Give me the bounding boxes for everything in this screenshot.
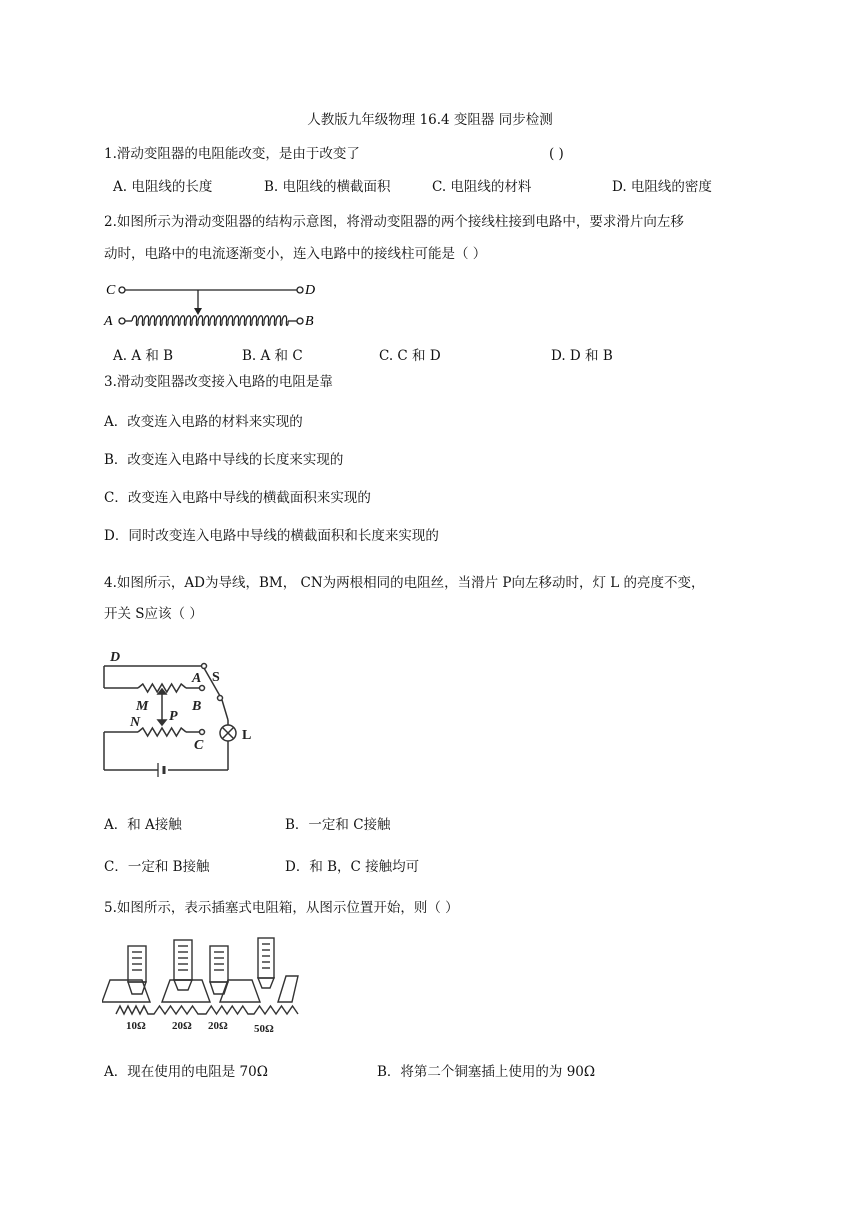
q2-stem-line1: 2.如图所示为滑动变阻器的结构示意图，将滑动变阻器的两个接线柱接到电路中，要求滑片向左移 xyxy=(104,214,684,230)
label-m: M xyxy=(136,699,149,714)
terminal-b-label: B xyxy=(305,314,314,329)
q2-stem-line2: 动时，电路中的电流逐渐变小，连入电路中的接线柱可能是（ ） xyxy=(104,246,487,262)
contact-b xyxy=(200,686,205,691)
q4-circuit-figure xyxy=(96,648,268,780)
q3-option-b: B．改变连入电路中导线的长度来实现的 xyxy=(104,452,344,468)
plug-2 xyxy=(174,940,192,990)
q2-option-d: D. D 和 B xyxy=(551,348,613,364)
q1-option-c: C. 电阻线的材料 xyxy=(432,179,532,195)
resistor-wires xyxy=(116,1006,298,1014)
q5-option-a: A．现在使用的电阻是 70Ω xyxy=(104,1064,268,1080)
plug-4 xyxy=(258,938,274,988)
plug-1 xyxy=(128,946,146,994)
q5-option-b: B．将第二个铜塞插上使用的为 90Ω xyxy=(377,1064,596,1080)
label-n: N xyxy=(130,715,141,730)
copper-bar-3 xyxy=(220,980,260,1002)
resistor-label-3: 20Ω xyxy=(208,1020,228,1032)
label-b: B xyxy=(192,699,202,714)
q3-option-d: D．同时改变连入电路中导线的横截面积和长度来实现的 xyxy=(104,528,439,544)
label-d: D xyxy=(110,650,121,665)
contact-c xyxy=(200,730,205,735)
label-s: S xyxy=(212,670,220,685)
q1-option-d: D. 电阻线的密度 xyxy=(612,179,712,195)
copper-bar-4 xyxy=(278,976,298,1002)
q2-option-c: C. C 和 D xyxy=(379,348,441,364)
terminal-a xyxy=(119,318,125,324)
q4-option-d: D．和 B，C 接触均可 xyxy=(285,859,420,875)
q2-option-b: B. A 和 C xyxy=(242,348,303,364)
q4-stem-line1: 4.如图所示，AD为导线，BM， CN为两根相同的电阻丝，当滑片 P向左移动时，灯 L 的亮度不变， xyxy=(104,575,705,591)
terminal-d xyxy=(297,287,303,293)
terminal-d-label: D xyxy=(305,283,316,298)
q1-answer-blank: ( ) xyxy=(549,146,564,162)
q2-rheostat-figure xyxy=(100,278,325,333)
resistor-cn xyxy=(138,728,186,736)
resistor-label-1: 10Ω xyxy=(126,1020,146,1032)
q3-option-a: A．改变连入电路的材料来实现的 xyxy=(104,414,303,430)
page-title: 人教版九年级物理 16.4 变阻器 同步检测 xyxy=(307,112,553,128)
terminal-c xyxy=(119,287,125,293)
q1-option-b: B. 电阻线的横截面积 xyxy=(264,179,391,195)
q5-stem: 5.如图所示，表示插塞式电阻箱，从图示位置开始，则（ ） xyxy=(104,900,459,916)
q5-resistance-box-figure xyxy=(102,936,312,1036)
slider-tip xyxy=(194,308,202,315)
q2-option-a: A. A 和 B xyxy=(113,348,174,364)
q4-option-c: C．一定和 B接触 xyxy=(104,859,210,875)
terminal-c-label: C xyxy=(106,283,116,298)
q4-option-b: B．一定和 C接触 xyxy=(285,817,391,833)
contact-a xyxy=(202,664,207,669)
q4-option-a: A．和 A接触 xyxy=(104,817,182,833)
resistor-label-4: 50Ω xyxy=(254,1023,274,1035)
q4-stem-line2: 开关 S应该（ ） xyxy=(104,606,203,622)
label-p: P xyxy=(169,709,178,724)
q1-option-a: A. 电阻线的长度 xyxy=(113,179,213,195)
label-a: A xyxy=(192,671,202,686)
q1-stem: 1.滑动变阻器的电阻能改变，是由于改变了 xyxy=(104,146,360,162)
resistor-label-2: 20Ω xyxy=(172,1020,192,1032)
copper-bar-2 xyxy=(162,980,210,1002)
label-c: C xyxy=(194,738,204,753)
terminal-b xyxy=(297,318,303,324)
label-l: L xyxy=(242,728,252,743)
q3-option-c: C．改变连入电路中导线的横截面积来实现的 xyxy=(104,490,371,506)
q3-stem: 3.滑动变阻器改变接入电路的电阻是靠 xyxy=(104,374,333,390)
terminal-a-label: A xyxy=(104,314,113,329)
resistance-coil xyxy=(132,316,288,326)
